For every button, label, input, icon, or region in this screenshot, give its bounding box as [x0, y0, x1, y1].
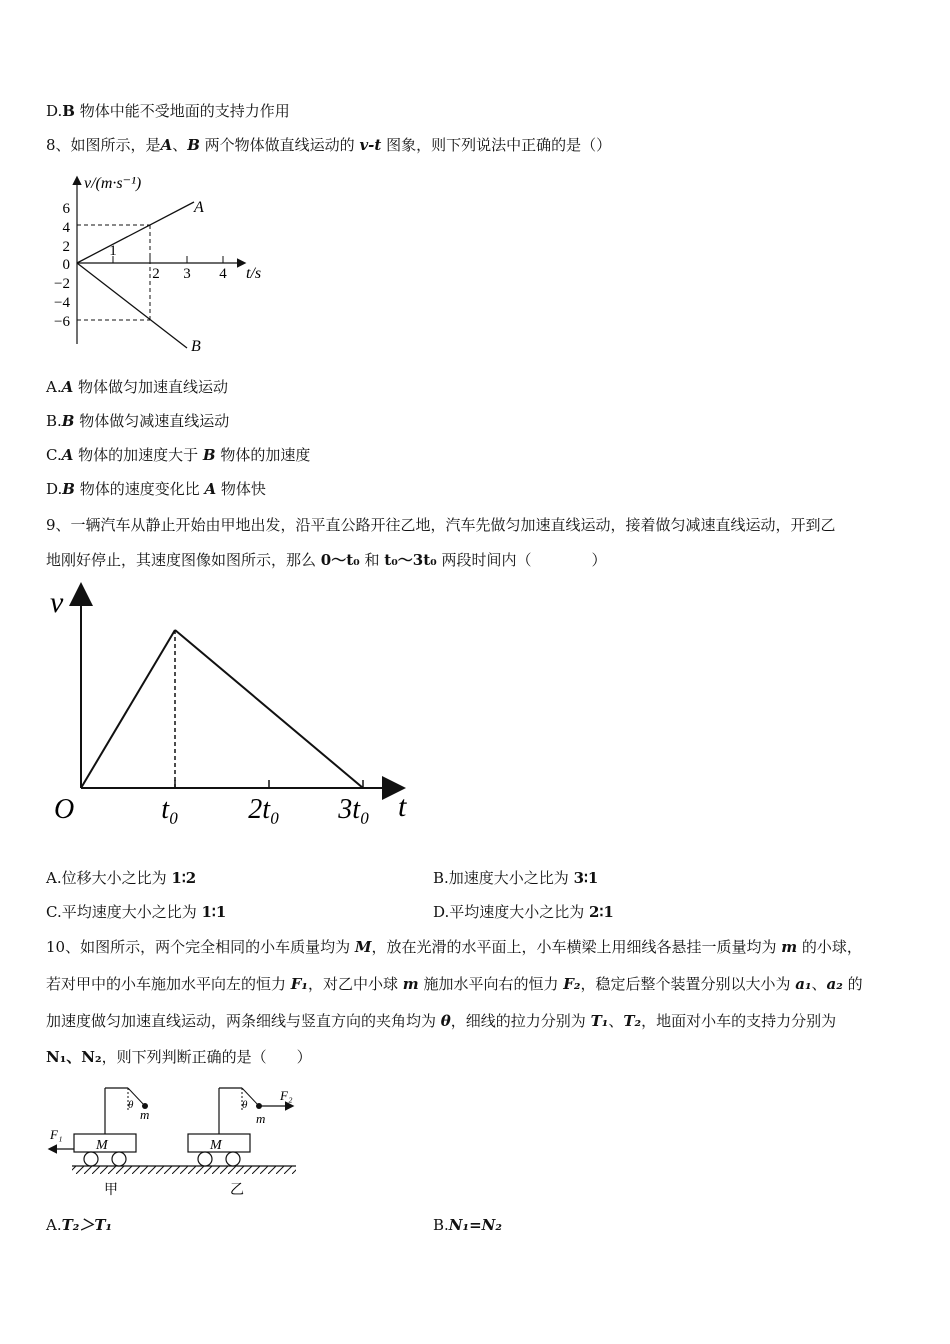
q8-y-tick: −4 [54, 295, 70, 311]
q10-caption-right: 乙 [230, 1183, 244, 1198]
q10-cart-right-wheel [198, 1152, 212, 1166]
q8-y-tick: 4 [62, 220, 70, 236]
q8-option-a[interactable]: A.A 物体做匀加速直线运动 [46, 378, 229, 396]
q9-stem-line1: 9、一辆汽车从静止开始由甲地出发，沿平直公路开往乙地，汽车先做匀加速直线运动，接着做匀减速直线运动，开到乙 [46, 516, 836, 534]
q8-line-a-label: A [194, 199, 204, 216]
q8-y-tick: 0 [62, 257, 70, 273]
q8-y-tick: −2 [54, 276, 70, 292]
q10-ground-hatch [72, 1166, 296, 1174]
q8-line-b [77, 263, 187, 348]
q8-y-tick: −6 [54, 314, 70, 330]
q10-cart-left-label: M [96, 1138, 108, 1153]
q8-option-b[interactable]: B.B 物体做匀减速直线运动 [46, 412, 230, 430]
q10-stem-line1: 10、如图所示，两个完全相同的小车质量均为 M，放在光滑的水平面上，小车横梁上用细线各悬挂一质量均为 m 的小球， [46, 938, 862, 956]
q10-cart-left-wheel [84, 1152, 98, 1166]
q8-y-ticks [54, 201, 70, 330]
q10-cart-right-ball-label: m [256, 1111, 266, 1126]
q8-option-d[interactable]: D.B 物体的速度变化比 A 物体快 [46, 480, 266, 498]
q8-y-tick: 6 [62, 201, 70, 217]
q9-x-tick-label: t₀ [161, 794, 179, 825]
q10-force-f1-label: F₁ [50, 1127, 63, 1142]
q8-option-c[interactable]: C.A 物体的加速度大于 B 物体的加速度 [46, 446, 311, 464]
q10-cart-figure [44, 1078, 306, 1202]
q8-stem: 8、如图所示，是A、B 两个物体做直线运动的 v-t 图象，则下列说法中正确的是（） [46, 136, 612, 154]
q8-x-tick: 1 [109, 243, 117, 259]
q8-y-tick: 2 [62, 239, 70, 255]
q8-vt-graph [44, 168, 284, 360]
q9-y-axis-label: v [50, 586, 64, 619]
q9-x-tick-label: 2t₀ [248, 794, 280, 825]
prev-option-d: D.B 物体中能不受地面的支持力作用 [46, 102, 290, 120]
q10-stem-line3: 加速度做匀加速直线运动，两条细线与竖直方向的夹角均为 θ，细线的拉力分别为 T₁、T₂，地面对小车的支持力分别为 [46, 1012, 837, 1030]
q10-cart-left-ball-label: m [140, 1107, 150, 1122]
q10-force-f2-label: F₂ [280, 1088, 293, 1103]
q8-x-tick: 3 [183, 266, 191, 282]
q10-cart-right [188, 1088, 293, 1166]
q8-x-tick: 4 [219, 266, 227, 282]
q9-option-b[interactable]: B.加速度大小之比为 3∶1 [433, 869, 599, 887]
q8-x-axis-label: t/s [246, 265, 262, 282]
q9-option-a[interactable]: A.位移大小之比为 1∶2 [46, 869, 197, 887]
q9-vt-graph [40, 578, 430, 840]
q9-stem-line2: 地刚好停止，其速度图像如图所示，那么 0～t₀ 和 t₀～3t₀ 两段时间内（ ） [46, 551, 607, 569]
q10-option-b[interactable]: B.N₁=N₂ [433, 1216, 502, 1234]
q9-accel-segment [81, 630, 175, 788]
q9-decel-segment [175, 630, 363, 788]
q10-cart-right-wheel [226, 1152, 240, 1166]
q8-x-tick: 2 [152, 266, 160, 282]
q10-cart-left-angle: θ [128, 1099, 134, 1111]
q10-cart-right-angle: θ [242, 1099, 248, 1111]
q10-caption-left: 甲 [104, 1183, 118, 1198]
q10-cart-right-label: M [210, 1138, 222, 1153]
q10-cart-left [49, 1088, 149, 1166]
q8-line-a [77, 202, 194, 263]
q9-x-tick-label: 3t₀ [338, 794, 370, 825]
q10-cart-left-wheel [112, 1152, 126, 1166]
q9-origin-label: O [54, 794, 75, 825]
q9-x-axis-label: t [398, 790, 407, 823]
q8-line-b-label: B [191, 338, 201, 355]
q9-option-d[interactable]: D.平均速度大小之比为 2∶1 [433, 903, 614, 921]
q8-y-axis-label: v/(m·s⁻¹) [84, 175, 142, 192]
q10-stem-line2: 若对甲中的小车施加水平向左的恒力 F₁，对乙中小球 m 施加水平向右的恒力 F₂，稳定后整个装置分别以大小为 a₁、a₂ 的 [46, 975, 863, 993]
q9-option-c[interactable]: C.平均速度大小之比为 1∶1 [46, 903, 227, 921]
q10-option-a[interactable]: A.T₂＞T₁ [46, 1216, 113, 1234]
q10-stem-line4: N₁、N₂，则下列判断正确的是（ ） [46, 1048, 312, 1066]
